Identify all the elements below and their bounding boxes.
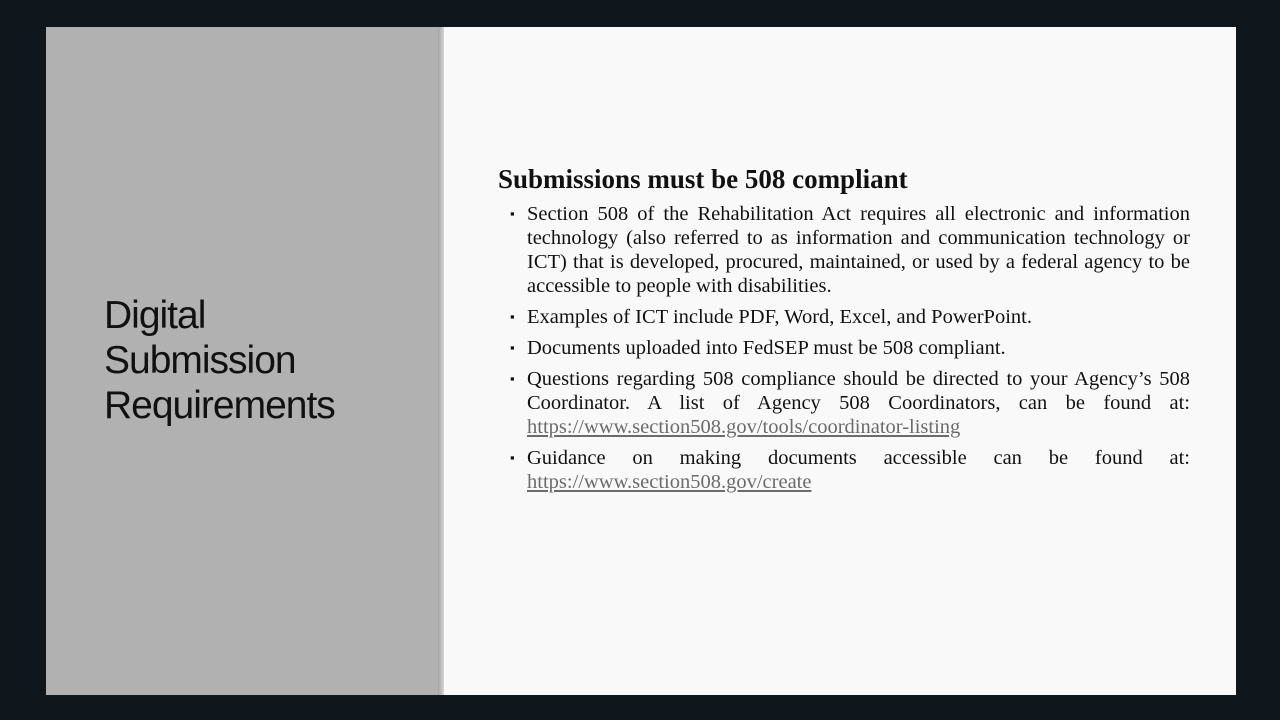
bullet-coordinator-questions [510, 367, 1190, 439]
panel-divider [438, 27, 444, 695]
slide-title-line-3: Requirements [104, 384, 335, 427]
bullet-marker: ▪ [510, 450, 515, 465]
bullet-marker: ▪ [510, 371, 515, 386]
bullet-text: Questions regarding 508 compliance should be directed to your Agency’s 508 Coordinator. A list of Agency 508 Coordinators, can be found at: [527, 368, 1190, 414]
coordinator-listing-link[interactable]: https://www.section508.gov/tools/coordinator-listing [527, 416, 961, 438]
slide-title [104, 293, 424, 428]
bullet-text: Examples of ICT include PDF, Word, Excel, and PowerPoint. [527, 306, 1032, 328]
bullet-section-508 [510, 202, 1190, 298]
bullet-text: Guidance on making documents accessible can be found at: [527, 447, 1190, 469]
slide-title-line-2: Submission [104, 339, 296, 382]
bullet-text: Section 508 of the Rehabilitation Act requires all electronic and information technology (also referred to as information and communication technology or ICT) that is developed, procured, maintained, or used by a federal agency to be accessible to people with disabilities. [527, 203, 1190, 297]
slide-title-line-1: Digital [104, 294, 206, 337]
bullet-marker: ▪ [510, 309, 515, 324]
bullet-fedsep [510, 336, 1190, 360]
content-heading: Submissions must be 508 compliant [498, 164, 908, 194]
bullet-text: Documents uploaded into FedSEP must be 508 compliant. [527, 337, 1006, 359]
bullet-marker: ▪ [510, 206, 515, 221]
bullet-guidance [510, 446, 1190, 494]
bullet-ict-examples [510, 305, 1190, 329]
bullet-list [498, 202, 1190, 494]
slide [46, 27, 1236, 695]
bullet-marker: ▪ [510, 340, 515, 355]
slide-content [498, 163, 1190, 501]
create-guidance-link[interactable]: https://www.section508.gov/create [527, 471, 812, 493]
